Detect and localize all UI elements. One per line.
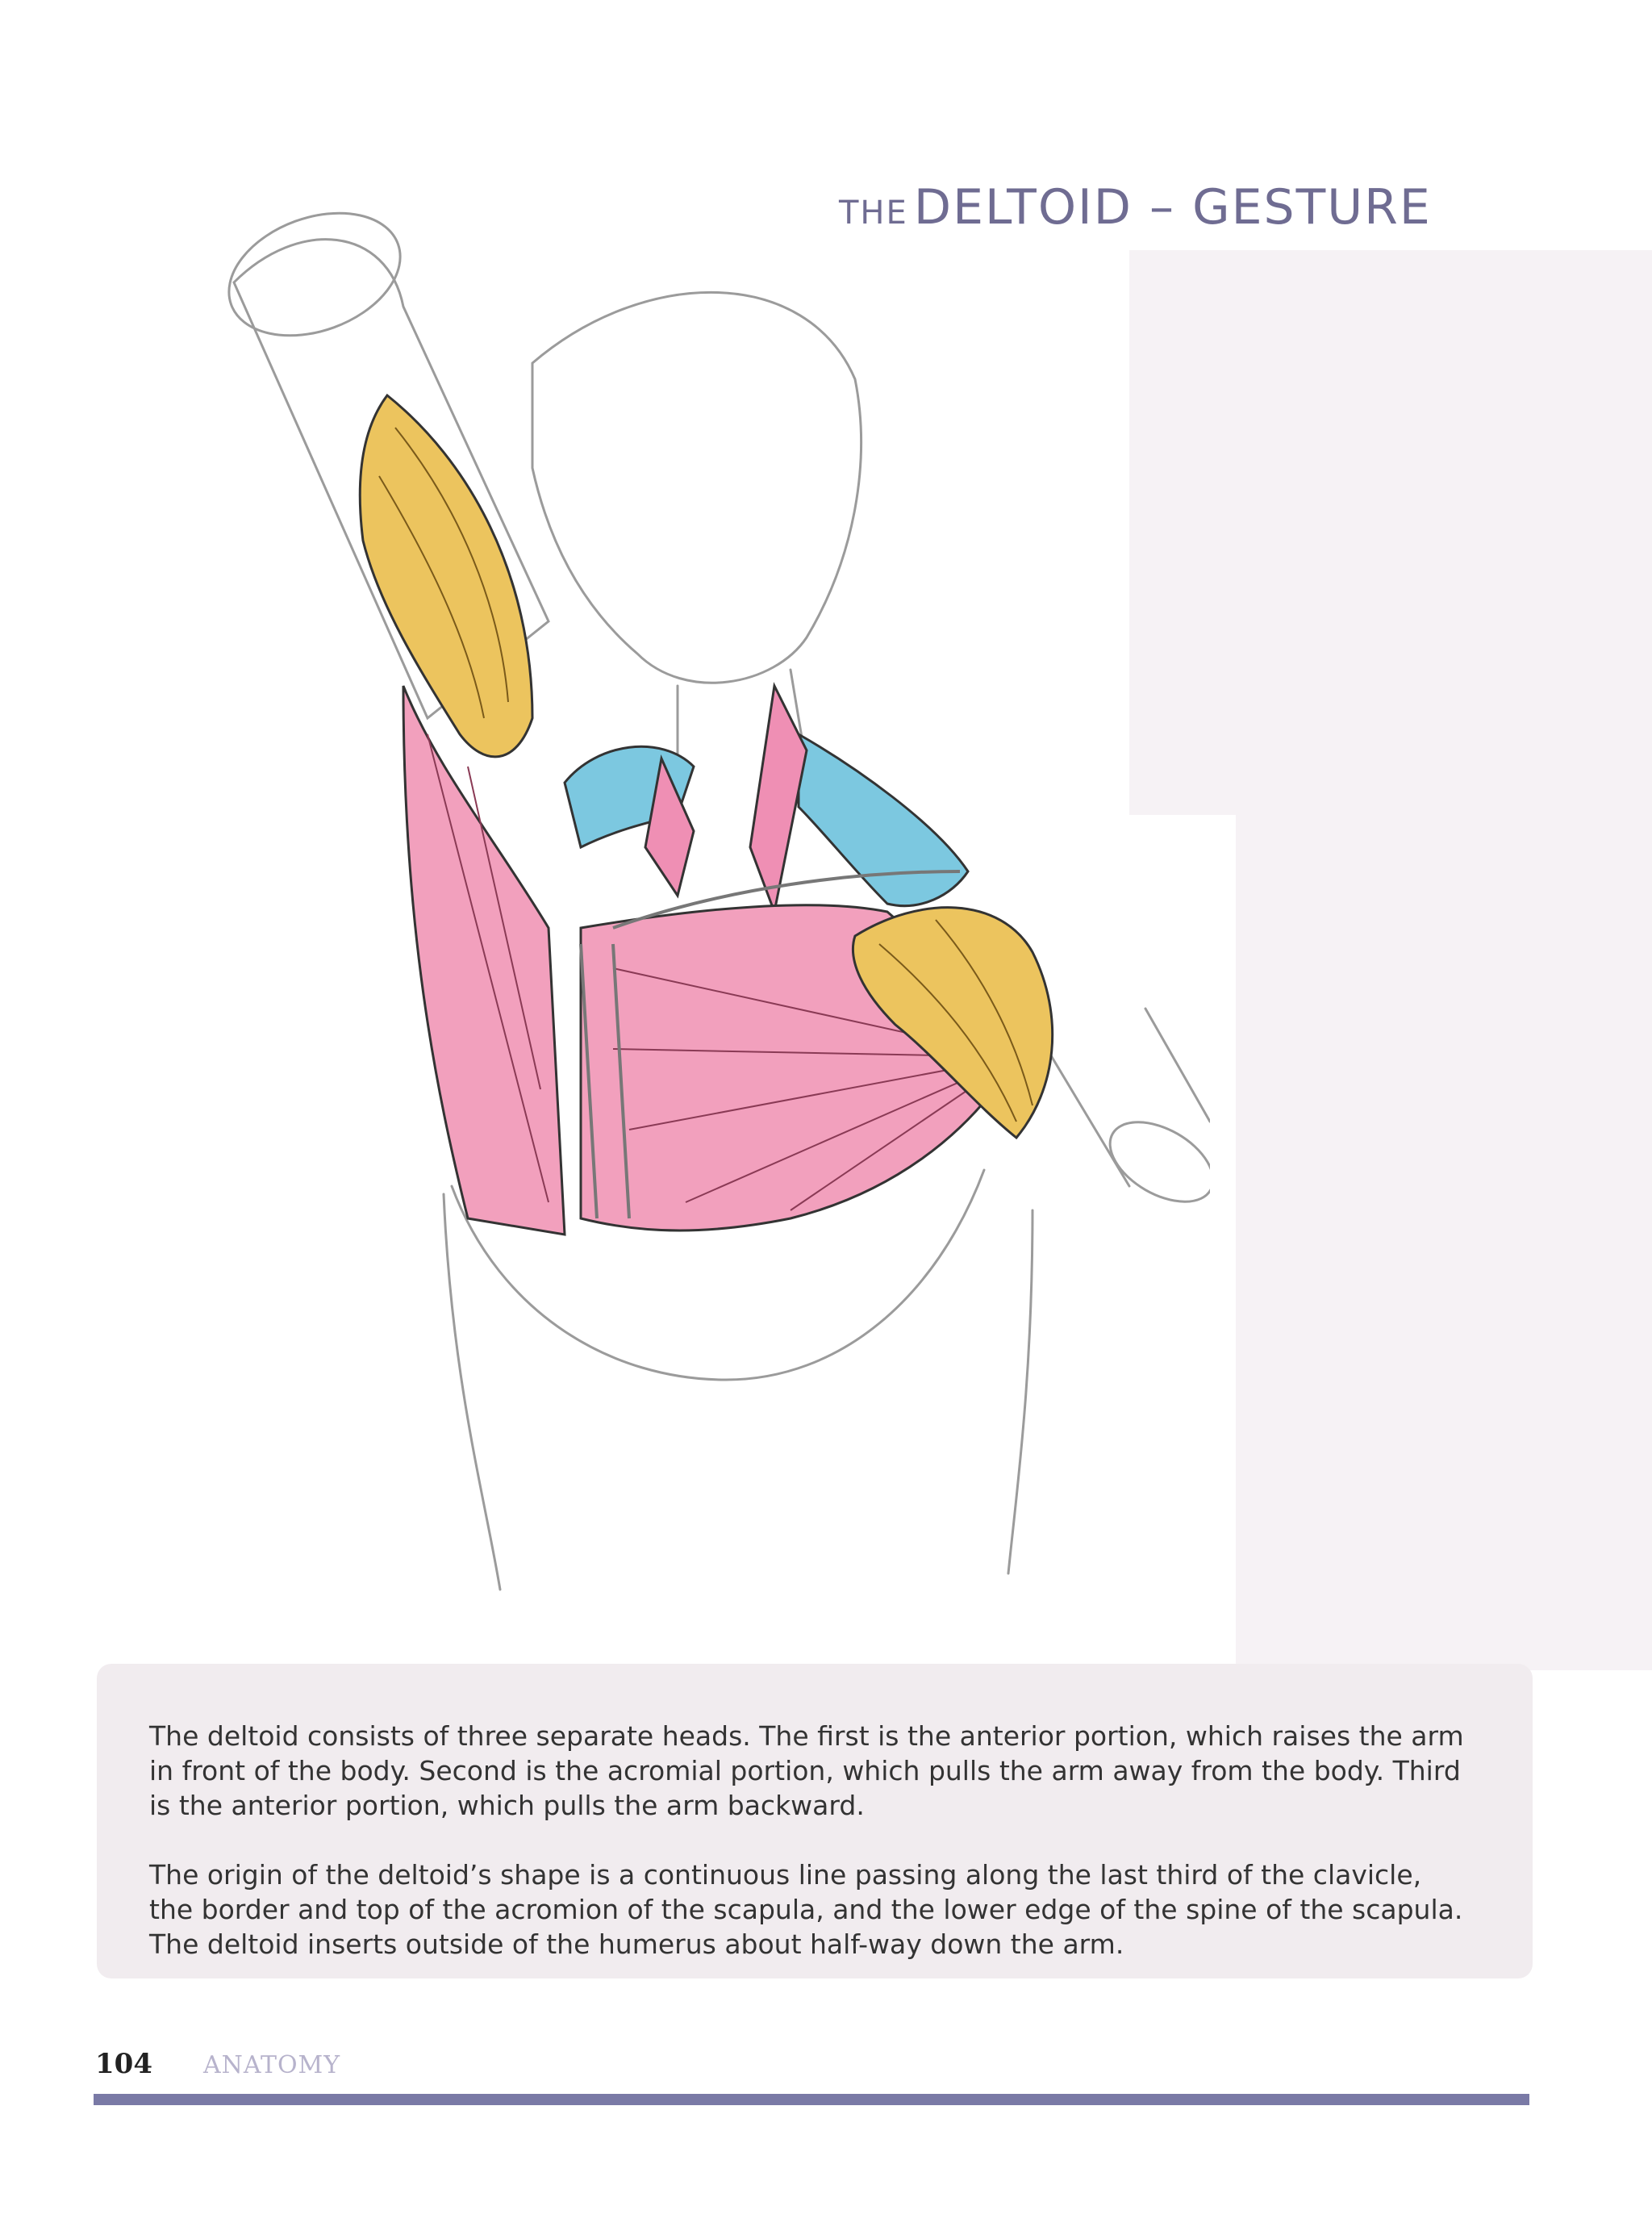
deltoid-raised-arm <box>360 395 532 757</box>
footer-rule <box>94 2094 1529 2105</box>
caption-paragraph-1: The deltoid consists of three separate heads. The first is the anterior portion, which raises the arm in front of the body. Second is the acromial portion, which pulls the arm away from the body. Third is the anterior portion, which pulls the arm backward. <box>149 1720 1464 1821</box>
head-outline <box>532 292 861 683</box>
page-title-prefix: THE <box>839 194 908 232</box>
lowered-arm-outline <box>1032 1009 1210 1186</box>
deltoid-anatomy-illustration <box>161 121 1210 1638</box>
caption-paragraph-2: The origin of the deltoid’s shape is a continuous line passing along the last third of the clavicle, the border and top of the acromion of the scapula, and the lower edge of the spine of the scapula. The deltoid inserts outside of the humerus about half-way down the arm. <box>149 1859 1463 1960</box>
section-name: ANATOMY <box>203 2051 341 2079</box>
waist-left-outline <box>444 1194 500 1590</box>
side-panel-background-lower <box>1236 815 1652 1670</box>
serratus-muscle <box>403 686 565 1235</box>
page-title-main: DELTOID – GESTURE <box>913 179 1432 236</box>
waist-right-outline <box>1008 1210 1032 1573</box>
page-number: 104 <box>95 2048 152 2080</box>
